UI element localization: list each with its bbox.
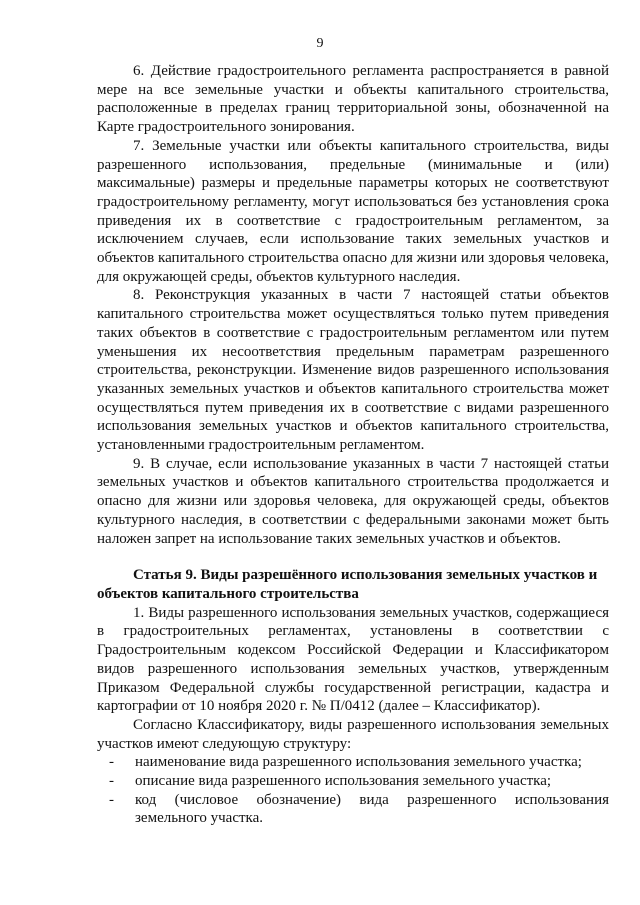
article-heading: Статья 9. Виды разрешённого использования земельных участков и объектов капитального строительства <box>97 567 598 602</box>
paragraph-9: 9. В случае, если использование указанных в части 7 настоящей статьи земельных участков и объектов капитального строительства продолжается и опасно для жизни или здоровья человека, для окружающей среды, объектов культурного наследия, в соответствии с федеральными законами может быть наложен запрет на использование таких земельных участков и объектов. <box>97 455 609 547</box>
list-item-text: код (числовое обозначение) вида разрешенного использования земельного участка. <box>135 791 609 827</box>
list-item <box>97 772 609 791</box>
paragraph-8: 8. Реконструкция указанных в части 7 настоящей статьи объектов капитального строительства может осуществляться только путем приведения таких объектов в соответствие с градостроительным регламентом или путем уменьшения их несоответствия предельным параметрам разрешенного строительства, реконструкции. Изменение видов разрешенного использования указанных земельных участков и объектов капитального строительства может осуществляться путем приведения их в соответствие с видами разрешенного использования земельных участков и объектов капитального строительства, установленными градостроительным регламентом. <box>97 287 609 454</box>
list-item <box>97 753 609 772</box>
list-item-text: наименование вида разрешенного использования земельного участка; <box>135 754 582 771</box>
list-item <box>97 791 609 828</box>
list-marker: - <box>109 773 114 790</box>
list-item-text: описание вида разрешенного использования земельного участка; <box>135 773 552 790</box>
list-marker: - <box>109 754 114 771</box>
paragraph-7: 7. Земельные участки или объекты капитального строительства, виды разрешенного использования, предельные (минимальные и (или) максимальные) размеры и предельные параметры которых не соответствуют градостроительному регламенту, могут использоваться без установления срока приведения их в соответствие с градостроительным регламентом, за исключением случаев, если использование таких земельных участков и объектов капитального строительства опасно для жизни или здоровья человека, для окружающей среды, объектов культурного наследия. <box>97 137 609 285</box>
structure-list <box>97 753 609 828</box>
page-number: 9 <box>316 36 324 51</box>
list-marker: - <box>109 791 114 808</box>
paragraph-classifier-structure: Согласно Классификатору, виды разрешенного использования земельных участков имеют следующую структуру: <box>97 716 609 752</box>
page-body <box>97 62 609 828</box>
paragraph-article9-1: 1. Виды разрешенного использования земельных участков, содержащиеся в градостроительных регламентах, установлены в соответствии с Градостроительным кодексом Российской Федерации и Классификатором видов разрешенного использования земельных участков, утвержденным Приказом Федеральной службы государственной регистрации, кадастра и картографии от 10 ноября 2020 г. № П/0412 (далее – Классификатор). <box>97 604 609 715</box>
paragraph-6: 6. Действие градостроительного регламента распространяется в равной мере на все земельные участки и объекты капитального строительства, расположенные в пределах границ территориальной зоны, обозначенной на Карте градостроительного зонирования. <box>97 63 609 136</box>
